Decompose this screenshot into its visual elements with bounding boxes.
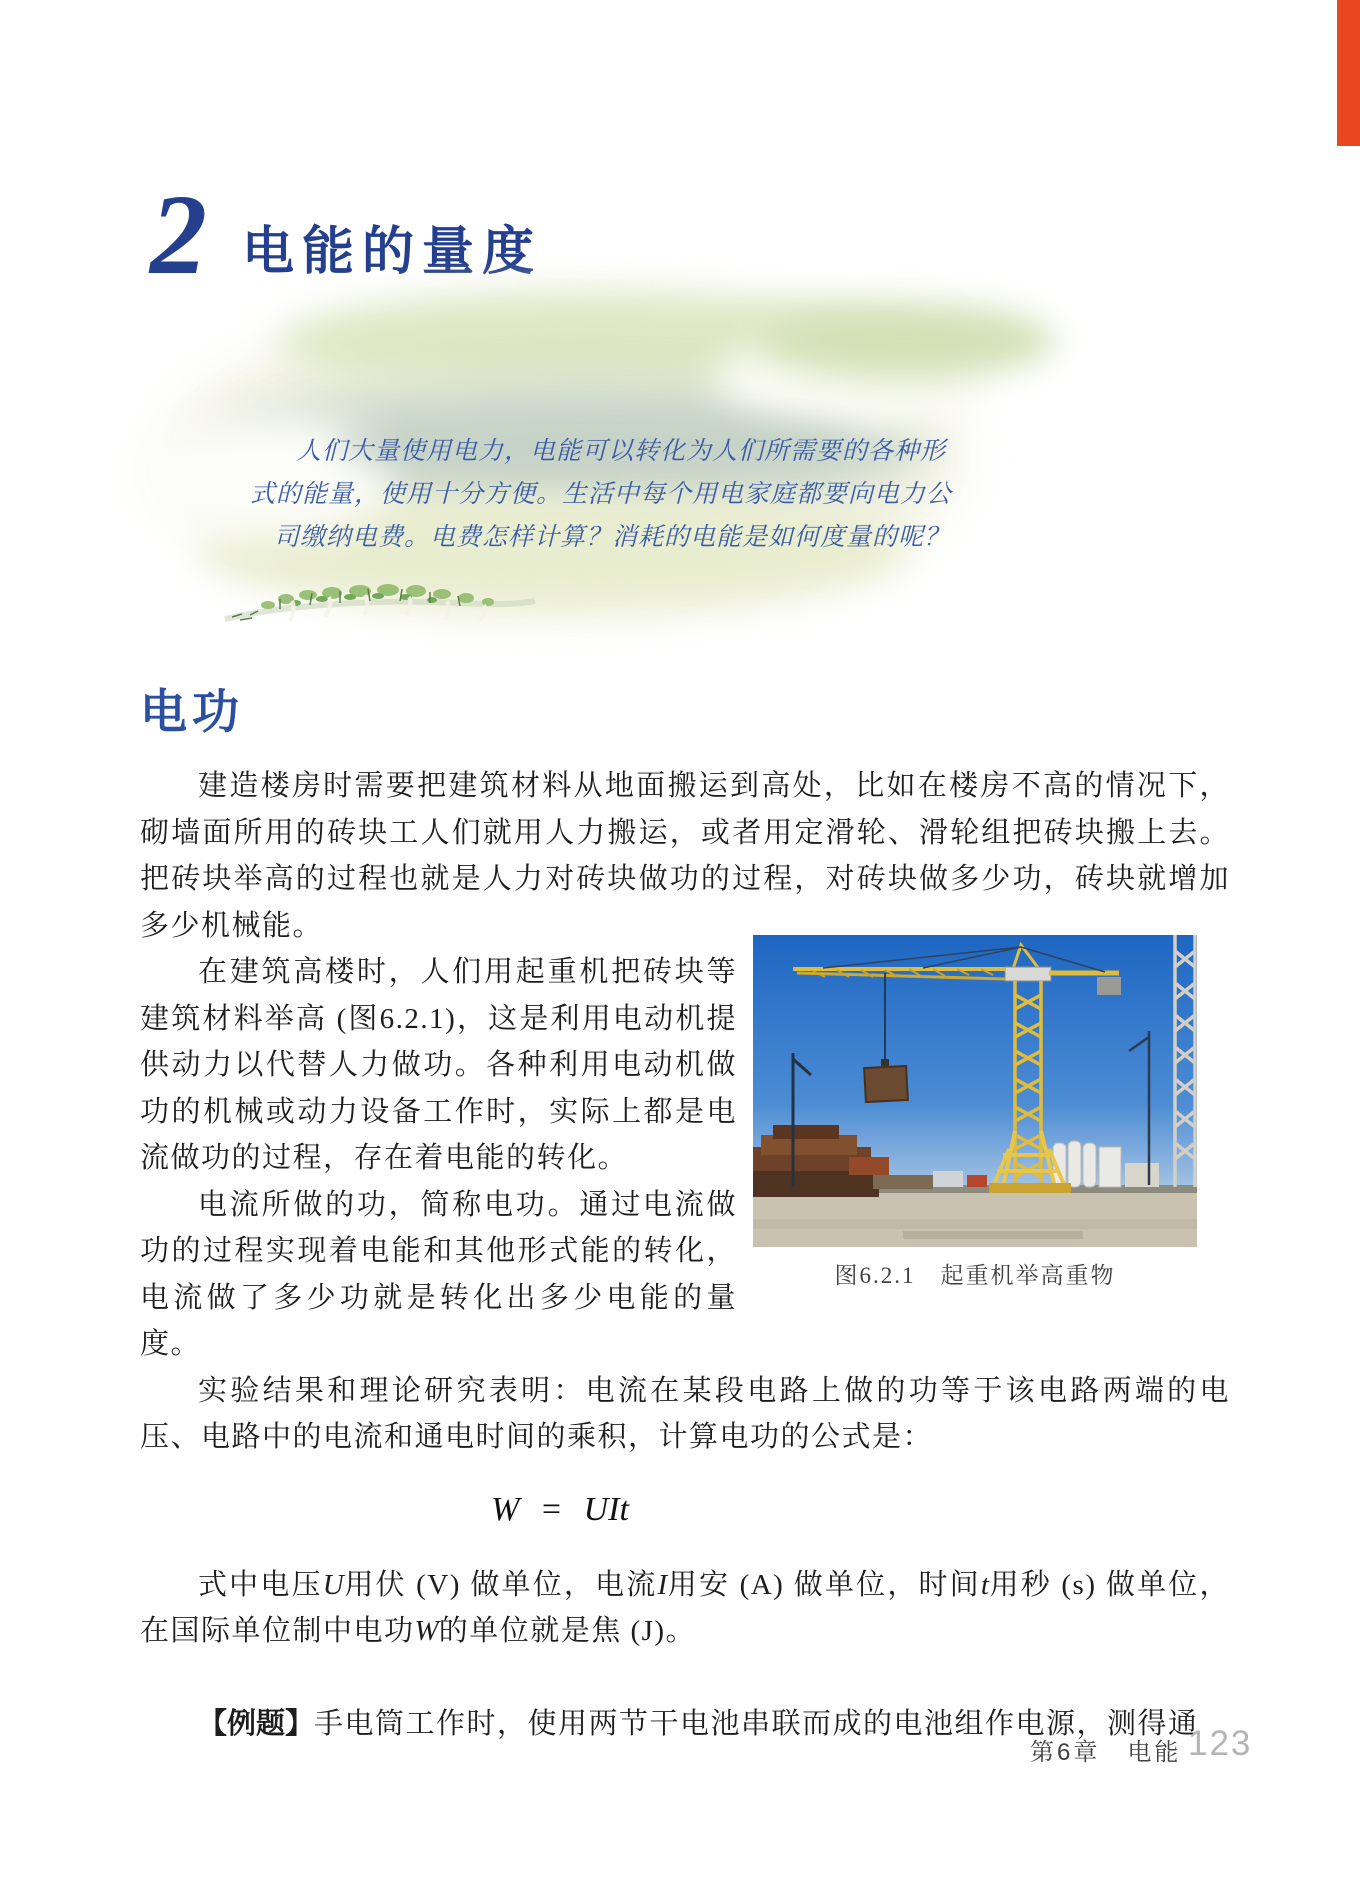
- paragraph-5-text: 的单位就是焦 (J)。: [438, 1615, 697, 1647]
- paragraph-4: 实验结果和理论研究表明：电流在某段电路上做的功等于该电路两端的电压、电路中的电流和通电时间的乘积，计算电功的公式是：: [140, 1374, 1230, 1453]
- paragraph-1: 建造楼房时需要把建筑材料从地面搬运到高处，比如在楼房不高的情况下，砌墙面所用的砖块工人们就用人力搬运，或者用定滑轮、滑轮组把砖块搬上去。把砖块举高的过程也就是人力对砖块做功的过程，对砖块做多少功，砖块就增加多少机械能。: [140, 770, 1230, 942]
- crane-photo: [753, 935, 1197, 1247]
- footer-page-number: 123: [1188, 1724, 1253, 1763]
- figure-caption: 图6.2.1 起重机举高重物: [834, 1263, 1116, 1288]
- formula-equals: =: [541, 1490, 562, 1528]
- variable-t: t: [980, 1568, 989, 1601]
- paragraph-5-text: 用伏 (V) 做单位，电流: [343, 1568, 658, 1601]
- paragraph-3: 电流所做的功，简称电功。通过电流做功的过程实现着电能和其他形式能的转化，电流做了多少功就是转化出多少电能的量度。: [140, 1188, 737, 1360]
- example-text: 手电筒工作时，使用两节干电池串联而成的电池组作电源，测得通: [314, 1707, 1199, 1740]
- corner-accent-bar: [1337, 0, 1360, 146]
- variable-U: U: [322, 1568, 344, 1601]
- intro-line: 式的能量，使用十分方便。生活中每个用电家庭都要向电力公: [250, 481, 953, 508]
- body-column: [140, 685, 1230, 1747]
- paragraph-2: 在建筑高楼时，人们用起重机把砖块等建筑材料举高 (图6.2.1)，这是利用电动机提供动力以代替人力做功。各种利用电动机做功的机械或动力设备工作时，实际上都是电流做功的过程，存在着电能的转化。: [140, 956, 737, 1174]
- paragraph-5-text: 式中电压: [198, 1568, 323, 1601]
- watercolor-wash: [755, 303, 1055, 378]
- formula-lhs: W: [491, 1490, 520, 1528]
- chapter-title: 电能的量度: [242, 223, 543, 281]
- intro-text: [240, 430, 1000, 559]
- formula-w-uit: [140, 1491, 980, 1529]
- figure-crane: [753, 935, 1230, 1290]
- intro-line: 司缴纳电费。电费怎样计算？消耗的电能是如何度量的呢？: [274, 524, 951, 551]
- grass-illustration: [220, 573, 540, 635]
- variable-I: I: [657, 1568, 668, 1601]
- section-heading: 电功: [140, 685, 244, 738]
- paragraph-5: [140, 1562, 1230, 1655]
- formula-rhs: UIt: [583, 1490, 629, 1528]
- footer-chapter-label: 第6章 电能: [1030, 1739, 1182, 1766]
- paragraph-5-text: 用安 (A) 做单位，时间: [667, 1568, 981, 1601]
- example-label: 【例题】: [198, 1707, 315, 1740]
- paragraph-5-text: 用秒 (s) 做单位，在国际单位制中电功: [140, 1568, 1230, 1647]
- intro-line: 人们大量使用电力，电能可以转化为人们所需要的各种形: [296, 438, 947, 465]
- chapter-number: 2: [150, 171, 207, 298]
- variable-W: W: [414, 1615, 439, 1647]
